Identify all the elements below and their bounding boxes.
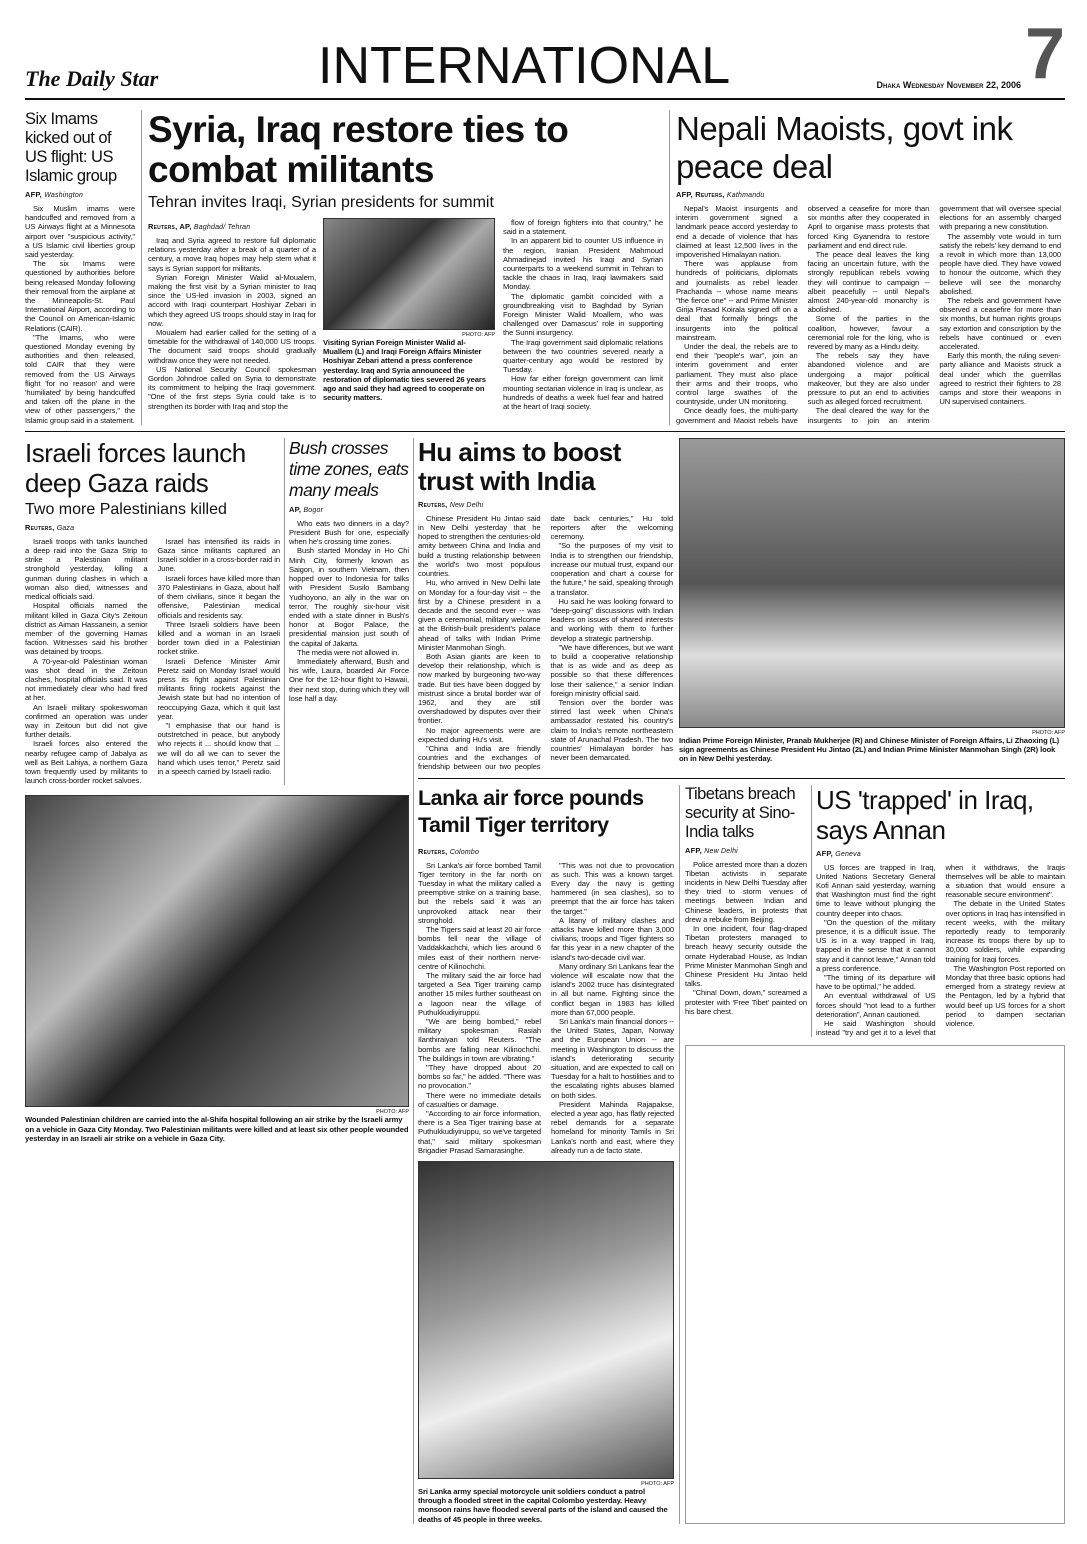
photo-credit: PHOTO: AFP (1032, 729, 1065, 736)
column-rule (284, 438, 285, 785)
hu-photo-block (679, 438, 1065, 764)
paragraph: Both Asian giants are keen to develop their relationship, which is now marked by burgeoning two-way trade. But ties have been dogged by mistrust since a brutal border war of 1962, and they are still overshadowed by disputes over their frontier. (418, 651, 541, 726)
place: New Delhi (449, 501, 484, 509)
paragraph: The diplomatic gambit coincided with a groundbreaking visit to Baghdad by Syrian Foreign Minister Walid Moallem, who was challenged over Damascus' role in supporting the Sunni insurgency. (503, 291, 663, 338)
tibet-annan-row (685, 785, 1065, 1038)
paragraph: "I emphasise that our hand is outstretched in peace, but anybody who rejects it ... should know that ... we will do all we can to sever the hand which uses terror," Peretz said in a speech carried by Israeli radio. (157, 720, 280, 776)
paragraph: Sri Lanka's air force bombed Tamil Tiger territory in the far north on Tuesday in what the military called a preemptive strike on a training base, but the rebels said it was an unprovoked attack near their stronghold. (418, 860, 541, 925)
paragraph: A 70-year-old Palestinian woman was shot dead in the Zeitoun clashes, hospital officials said. It was not immediately clear who had fired at her. (25, 656, 148, 703)
paragraph: Many ordinary Sri Lankans fear the violence will escalate now that the island's 2002 truce has disintegrated in all but name. Fighting since the conflict began in 1983 has killed more than 67,000 people. (551, 961, 674, 1017)
agency: AFP, (685, 845, 702, 855)
hu-row (418, 438, 1065, 772)
paragraph: Nepal's Maoist insurgents and interim government signed a landmark peace accord yesterday to end a decade of violence that has claimed at least 12,500 lives in the impoverished Himalayan nation. (676, 204, 798, 260)
paragraph: "China! Down, down," screamed a protester with 'Free Tibet' painted on his bare chest. (685, 988, 807, 1016)
article-nepal (676, 110, 1061, 425)
paragraph: The rebels and government have observed a ceasefire for more than six months, but human rights groups say extortion and conscription by the rebels have continued or even accelerated. (939, 296, 1061, 352)
agency: AFP, Reuters, (676, 190, 725, 199)
syria-photo-block (323, 218, 495, 402)
paragraph: Hospital officials named the militant killed in Gaza City's Zeitoun district as Aiman Hassanein, a senior member of the governing Hamas faction. Witnesses said his brother was detained by troops. (25, 601, 148, 657)
paragraph: Chinese President Hu Jintao said in New Delhi yesterday that he hoped to strengthen the centuries-old amity between China and India and build a trusting relationship between the world's two most populous countries. (418, 513, 541, 579)
paragraph: Israeli Defence Minister Amir Peretz said on Monday Israel would press its fight against Palestinian militants firing rockets against the Jewish state but had no intention of reoccupying Gaza, which it quit last year. (157, 656, 280, 721)
paragraph: An Israeli military spokeswoman confirmed an operation was under way in Zeitoun but did not give further details. (25, 702, 148, 740)
article-body (816, 863, 1065, 1038)
section-title: INTERNATIONAL (318, 37, 731, 95)
headline: US 'trapped' in Iraq, says Annan (816, 784, 1034, 845)
paragraph: Six Muslim imams were handcuffed and removed from a US Airways flight at a Minnesota airport over "suspicious activity," a US Islamic civil liberties group said yesterday. (25, 204, 135, 260)
article-bush (289, 438, 409, 785)
place: Washington (44, 192, 84, 199)
byline (418, 847, 674, 856)
paragraph: Israeli troops with tanks launched a deep raid into the Gaza Strip to strike a Palestinian militant stronghold yesterday, killing a gunman during clashes in which a woman also died, witnesses and medical officials said. (25, 536, 148, 602)
place: Kathmandu (726, 192, 765, 199)
gaza-photo-block (25, 795, 409, 1143)
left-block (25, 438, 409, 1524)
page-header (25, 0, 1065, 100)
column-rule (679, 785, 680, 1524)
agency: AFP, (816, 848, 833, 858)
paragraph: "The timing of its departure will have to be optimal," he added. (816, 973, 936, 992)
masthead-logo: The Daily Star (25, 66, 159, 91)
photo-caption: Sri Lanka army special motorcycle unit soldiers conduct a patrol through a flooded street in the capital Colombo yesterday. Heavy monsoon rains have flooded several parts of the island and caused the deaths of 45 people in three weeks. (418, 1487, 668, 1524)
place: Geneva (835, 850, 861, 858)
paragraph: President Mahinda Rajapakse, elected a year ago, has flatly rejected rebel demands for a separate homeland for minority Tamils in Sri Lanka's north and east, where they already run a de facto state. (551, 1099, 674, 1155)
place: Bogor (303, 506, 324, 514)
dateline: Dhaka Wednesday November 22, 2006 (876, 80, 1021, 90)
photo-credit: PHOTO: AFP (462, 332, 495, 338)
paragraph: No major agreements were are expected during Hu's visit. (418, 725, 541, 744)
place: New Delhi (704, 847, 738, 855)
paragraph: The six Imams were questioned by authorities before being released Monday following their removal from the airplane at the Minneapolis-St. Paul International Airport, according to the Council on American-Islamic Relations (CAIR). (25, 259, 135, 333)
bottom-row (25, 438, 1065, 1524)
headline: Six Imams kicked out of US flight: US Islamic group (25, 110, 117, 185)
paragraph: Iraq and Syria agreed to restore full diplomatic relations yesterday after a break of a quarter of a century, a move Iraq hopes may help stem what it says is Syrian support for militants. (148, 236, 316, 273)
paragraph: "This was not due to provocation as such. This was a known target. Every day the navy is getting hammered (in sea clashes), so to preempt that the air force has taken the target." (551, 860, 674, 916)
byline (25, 190, 135, 199)
paragraph: The rebels say they have abandoned violence and are undergoing a major political makeover, but they are also under pressure to put an end to activities such as alleged forced recruitment. (807, 351, 930, 407)
paragraph: Police arrested more than a dozen Tibetan activists in separate incidents in New Delhi Tuesday after they tried to storm venues of meetings between Indian and Chinese leaders, in protests that drew a rebuke from Beijing. (685, 859, 807, 924)
paragraph: There was applause from hundreds of politicians, diplomats and journalists as rebel leader Prachanda -- whose name means "the fierce one" -- and Prime Minister Girija Prasad Koirala signed off on a deal that formally brings the insurgents into the political mainstream. (676, 259, 798, 342)
article-body (418, 514, 673, 772)
byline (418, 500, 673, 509)
paragraph: Early this month, the ruling seven-party alliance and Maoists struck a deal under which the guerrillas agreed to restrict their fighters to 28 camps and store their weapons in UN supervised containers. (939, 351, 1061, 407)
paragraph: Some of the parties in the coalition, however, favour a ceremonial role for the king, who is revered by many as a Hindu deity. (807, 314, 930, 352)
paragraph: The debate in the United States over options in Iraq has intensified in recent weeks, with the military reportedly ready to temporarily increase its troops there by up to 30,000 soldiers, while expanding training for Iraqi forces. (945, 899, 1065, 964)
byline (148, 222, 316, 231)
paragraph: Moualem had earlier called for the setting of a timetable for the withdrawal of 140,000 US troops. The document said troops should gradually withdraw once they were not needed. (148, 328, 316, 365)
photo-credit: PHOTO: AFP (376, 1109, 409, 1116)
paragraph: The assembly vote would in turn satisfy the rebels' key demand to end a revolt in which more than 13,000 people have died. They have vowed to honour the outcome, which they believe will see the monarchy abolished. (939, 231, 1061, 296)
byline (676, 190, 1061, 199)
paragraph: He said Washington should instead "try and get it to a level that when it withdraws, the Iraqis themselves will be able to maintain a situation that would ensure a reasonable secure environment". (816, 862, 1065, 1038)
paragraph: Israeli forces have killed more than 370 Palestinians in Gaza, about half of them civilians, since it began the offensive, Palestinian medical officials and residents say. (157, 573, 280, 620)
paragraph: The Iraqi government said diplomatic relations between the two countries severed nearly a quarter-century ago would be restored by Tuesday. (503, 337, 663, 375)
lower-right-block (685, 785, 1065, 1524)
paragraph: Sri Lanka's main financial donors -- the United States, Japan, Norway and the European Union -- are meeting in Washington to discuss the island's deteriorating security situation, and are expected to call on Tuesday for a halt to hostilities and to the escalating rights abuses blamed on both sides. (551, 1017, 674, 1100)
paragraph: "According to air force information, there is a Sea Tiger training base at Puthukkudiyiruppu, so we've targeted that," said military spokesman Brigadier Prasad Samarasinghe. (418, 1109, 541, 1155)
row-rule (418, 778, 1065, 779)
subhead: Tehran invites Iraqi, Syrian presidents for summit (148, 194, 494, 211)
paragraph: There were no immediate details of casualties or damage. (418, 1090, 541, 1109)
byline (816, 849, 1065, 858)
paragraph: The media were not allowed in. (297, 647, 400, 657)
place: Gaza (56, 524, 75, 532)
top-row (25, 110, 1065, 425)
paragraph: Israeli forces also entered the nearby refugee camp of Jabalya as well as Beit Lahiya, a northern Gaza town frequently used by militants to launch cross-border rocket salvoes. (25, 739, 148, 786)
paragraph: Three Israeli soldiers have been killed and a woman in an Israeli border town died in a Palestinian rocket strike. (157, 619, 280, 657)
gaza-bush-row (25, 438, 409, 785)
headline: Bush crosses time zones, eats many meals (289, 437, 409, 500)
gaza-photo (25, 795, 409, 1107)
page-number: 7 (1024, 14, 1065, 94)
paragraph: Immediately afterward, Bush and his wife, Laura, boarded Air Force One for the 12-hour flight to Hawaii, their next stop, during which they will lose half a day. (289, 656, 409, 703)
photo-caption: Visiting Syrian Foreign Minister Walid al-Muallem (L) and Iraqi Foreign Affairs Minister Hoshiyar Zebari attend a press conference yesterday. Iraq and Syria announced the restoration of diplomatic ties severed 26 years ago and said they had agreed to cooperate on security matters. (323, 338, 486, 403)
paragraph: US forces are trapped in Iraq, United Nations Secretary General Kofi Annan said yesterday, warning that Washington must find the right time to leave without plunging the country deeper into chaos. (816, 862, 936, 918)
article-body (148, 236, 316, 411)
paragraph: The deal cleared the way for the insurgents to join an interim government that will oversee special elections for an assembly charged with preparing a new constitution. (807, 204, 1061, 425)
right-block (418, 438, 1065, 1524)
article-body (25, 204, 135, 425)
paragraph: In one incident, four flag-draped Tibetan protesters managed to breach heavy security outside the ornate Hyderabad House, as Indian Prime Minister Manmohan Singh and Chinese President Hu Jintao held talks. (685, 923, 807, 989)
column-rule (811, 785, 812, 1038)
paragraph: "They have dropped about 20 bombs so far," he added. "There was no provocation." (418, 1063, 541, 1091)
paragraph: US National Security Council spokesman Gordon Johndroe called on Syria to demonstrate its commitment to helping the Iraqi government. "One of the first steps Syria could take is to strengthen its border with Iraq and stop the (148, 364, 316, 411)
headline: Tibetans breach security at Sino-India talks (685, 784, 796, 841)
paragraph: "The Imams, who were questioned Monday evening by authorities and then released, told CAIR that they were removed from the US Airways flight 'for no reason' and were 'humiliated' by being handcuffed and taken off the plane in the view of other passengers," the Islamic group said in a statement. (25, 332, 135, 425)
article-annan (816, 785, 1065, 1038)
article-body (289, 519, 409, 703)
paragraph: Hu said he was looking forward to "deep-going" discussions with Indian leaders on issues of shared interests and working with them to further develop a strategic partnership. (550, 596, 673, 643)
byline (25, 523, 280, 532)
article-syria (148, 110, 663, 425)
agency: Reuters, AP, (148, 222, 192, 231)
agency: Reuters, (418, 499, 448, 509)
syria-column-1 (148, 218, 316, 411)
agency: Reuters, (418, 846, 448, 856)
article-tibet (685, 785, 807, 1038)
byline (685, 846, 807, 855)
paragraph: The Washington Post reported on Monday that three basic options had emerged from a strategy review at the Pentagon, led by a hybrid that would beef up US forces for a short period to dampen sectarian violence. (945, 963, 1065, 1029)
column-rule (413, 438, 414, 1524)
column-rule (141, 110, 142, 425)
article-body (503, 218, 663, 411)
paragraph: Israel has intensified its raids in Gaza since militants captured an Israeli soldier in a cross-border raid in June. (157, 536, 281, 574)
place: Baghdad/ Tehran (193, 224, 251, 231)
article-hu (418, 438, 673, 772)
paragraph: Once deadly foes, the multi-party government and Maoist rebels have observed a ceasefire for more than six months after they cooperated in April to organise mass protests that forced King Gyanendra to restore parliament and end direct rule. (676, 204, 930, 425)
headline: Syria, Iraq restore ties to combat militants (148, 109, 569, 190)
subhead: Two more Palestinians killed (25, 500, 227, 518)
paragraph: flow of foreign fighters into that country," he said in a statement. (503, 218, 663, 237)
agency: AFP, (25, 190, 42, 199)
paragraph: Who eats two dinners in a day? President Bush for one, especially when he's crossing time zones. (289, 518, 409, 547)
row-rule (25, 431, 1065, 432)
paragraph: Bush started Monday in Ho Chi Minh City, formerly known as Saigon, in southern Vietnam, then hopped over to Indonesia for talks with President Susilo Bambang Yudhoyono, an ally in the war on terror. The roughly six-hour visit ended with a state dinner in Bush's honor at Bogor Palace, the presidential mansion just south of the capital of Jakarta. (289, 546, 409, 648)
headline: Lanka air force pounds Tamil Tiger territory (418, 785, 644, 837)
paragraph: Syrian Foreign Minister Walid al-Moualem, making the first visit by a Syrian minister to Iraq since the US-led invasion in 2003, signed an accord with Iraqi counterpart Hoshiyar Zebari in which they agreed US troops should stay in Iraq for now. (148, 272, 316, 328)
paragraph: "We are being bombed," rebel military spokesman Rasiah Ilanthiraiyan told Reuters. "The bombs are falling near Kilinochchi. The buildings in town are vibrating." (418, 1017, 541, 1063)
newspaper-page (25, 0, 1065, 1544)
paragraph: "China and India are friendly countries and the exchanges of friendship between our two peoples date back centuries," Hu told reporters after the welcoming ceremony. (418, 513, 673, 772)
article-body (685, 860, 807, 1016)
syria-photo (323, 218, 495, 330)
paragraph: "On the question of the military presence, it is a difficult issue. The US is in a way trapped in Iraq, trapped in the sense that it cannot stay and it cannot leave," Annan told a press conference. (816, 917, 936, 973)
article-gaza (25, 438, 280, 785)
syria-columns (148, 218, 663, 411)
headline: Hu aims to boost trust with India (418, 436, 621, 496)
paragraph: "So the purposes of my visit to India is to strengthen our friendship, increase our mutual trust, expand our cooperation and chart a course for the future," he said, speaking through a translator. (550, 541, 673, 597)
paragraph: The peace deal leaves the king facing an uncertain future, with the strongly republican rebels vowing they will continue to campaign -- albeit peacefully -- until Nepal's almost 240-year-old monarchy is abolished. (807, 250, 930, 315)
article-lanka (418, 785, 674, 1524)
photo-credit: PHOTO: AFP (641, 1481, 674, 1488)
paragraph: How far either foreign government can limit mounting sectarian violence in Iraq is unclear, as hundreds of deaths a week fuel fear and hatred at the heart of Iraqi society. (503, 374, 663, 412)
photo-caption: Wounded Palestinian children are carried into the al-Shifa hospital following an air strike by the Israeli army on a vehicle in Gaza City Monday. Two Palestinian militants were killed and at least six other people wounded yesterday in an Israeli air strike on a vehicle in Gaza City. (25, 1115, 409, 1143)
article-body (25, 537, 280, 785)
article-body (676, 204, 1061, 425)
paragraph: Hu, who arrived in New Delhi late on Monday for a four-day visit -- the first by a Chinese president in a decade and the second ever -- was given a ceremonial, military welcome at the British-built president's palace ahead of talks with Indian Prime Minister Manmohan Singh. (418, 578, 541, 652)
headline: Israeli forces launch deep Gaza raids (25, 437, 246, 498)
paragraph: The military said the air force had targeted a Sea Tiger training camp another 15 miles further southeast on a lagoon near the village of Puthukkudiyiruppu. (418, 971, 541, 1017)
hu-photo (679, 438, 1065, 728)
photo-caption: Indian Prime Foreign Minister, Pranab Mukherjee (R) and Chinese Minister of Foreign Affairs, Li Zhaoxing (L) sign agreements as Chinese President Hu Jintao (2L) and Indian Prime Minister Manmohan Singh (2R) look on in New Delhi yesterday. (679, 735, 1060, 764)
paragraph: A litany of military clashes and attacks have killed more than 3,000 civilians, troops and Tiger fighters so far this year in a new chapter of the island's two-decade civil war. (551, 915, 674, 962)
paragraph: Tension over the border was stirred last week when China's ambassador restated his country's claim to India's remote northeastern state of Arunachal Pradesh. The two countries' Himalayan border has never been demarcated. (550, 697, 673, 763)
empty-ad-space (685, 1045, 1065, 1523)
lower-row (418, 785, 1065, 1524)
paragraph: "We have differences, but we want to build a cooperative relationship that is as wide and as deep as possible so that these differences lose their salience," a senior Indian foreign ministry official said. (550, 642, 673, 698)
headline: Nepali Maoists, govt ink peace deal (676, 110, 1013, 185)
place: Colombo (449, 848, 480, 856)
paragraph: Under the deal, the rebels are to end their "people's war", join an interim government and enter parliament. They must also place their arms and their troops, who control large swathes of the countryside, under UN monitoring. (676, 342, 798, 407)
article-imams (25, 110, 135, 425)
lanka-photo (418, 1161, 674, 1479)
paragraph: In an apparent bid to counter US influence in the region, Iranian President Mahmoud Ahmadinejad invited his Iraqi and Syrian counterparts to a weekend summit in Tehran to tackle the chaos in Iraq, Iraqi lawmakers said Monday. (503, 236, 663, 292)
byline (289, 505, 409, 514)
agency: AP, (289, 504, 302, 514)
paragraph: An eventual withdrawal of US forces should "not lead to a further deterioration", Annan cautioned. (816, 991, 936, 1019)
column-rule (669, 110, 670, 425)
paragraph: The Tigers said at least 20 air force bombs fell near the village of Vaddakkachchi, which lies around 6 miles east of their northern nerve-centre of Kilinochchi. (418, 924, 541, 971)
article-body (418, 861, 674, 1156)
agency: Reuters, (25, 522, 55, 532)
